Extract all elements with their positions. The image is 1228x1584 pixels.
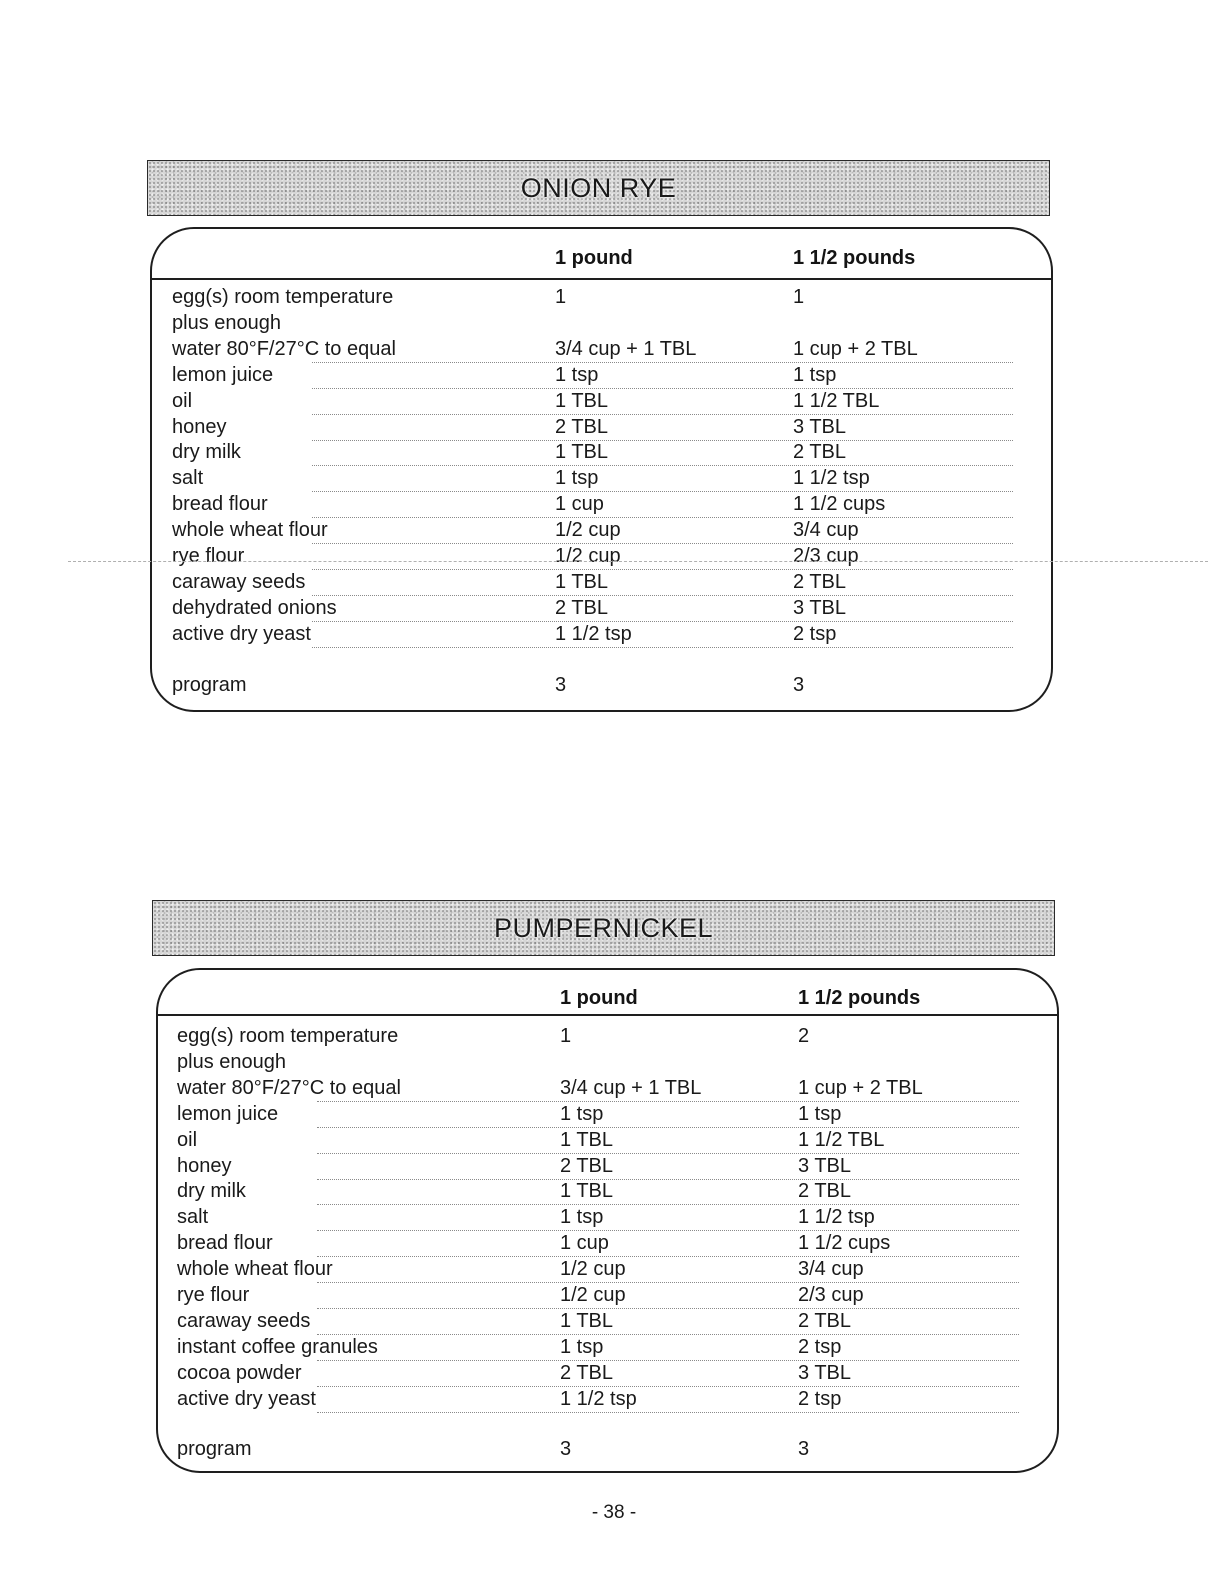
ingredient-name: whole wheat flour [172,519,328,542]
ingredient-row [172,597,1033,623]
quantity-1-5-pounds: 1 tsp [793,363,837,386]
ingredient-row [172,493,1033,519]
ingredient-row [172,467,1033,493]
quantity-1-pound: 1 tsp [555,467,599,490]
quantity-1-5-pounds: 2 tsp [798,1387,842,1410]
dotted-leader [317,1412,1019,1413]
ingredient-name: water 80°F/27°C to equal [172,337,396,360]
quantity-1-5-pounds: 2 tsp [798,1335,842,1358]
ingredient-row [172,312,1033,338]
quantity-1-5-pounds: 1 1/2 TBL [793,389,880,412]
dotted-leader [312,414,1013,415]
ingredient-row [172,338,1033,364]
ingredient-name: rye flour [172,545,245,567]
quantity-1-pound: 1 tsp [555,363,599,386]
ingredient-name: egg(s) room temperature [172,286,394,308]
dotted-leader [317,1308,1019,1309]
quantity-1-pound: 2 TBL [560,1361,613,1384]
program-1-pound: 3 [560,1438,572,1460]
quantity-1-pound: 1/2 cup [555,519,621,542]
quantity-1-5-pounds: 2 TBL [798,1180,851,1203]
program-1-5-pounds: 3 [798,1438,810,1460]
ingredient-name: caraway seeds [172,570,306,593]
quantity-1-pound: 1 TBL [555,389,608,412]
quantity-1-5-pounds: 1 1/2 cups [793,493,886,516]
dotted-leader [312,543,1013,544]
dotted-leader [317,1360,1019,1361]
dotted-leader [317,1256,1019,1257]
ingredient-name: salt [177,1206,209,1229]
scan-artifact-line [68,561,1208,562]
program-1-5-pounds: 3 [793,674,805,696]
dotted-leader [312,491,1013,492]
dotted-leader [312,517,1013,518]
quantity-1-pound: 1 tsp [560,1335,604,1358]
recipe-title: ONION RYE [520,173,677,203]
ingredient-row [177,1388,1039,1414]
column-header-1-5-pounds: 1 1/2 pounds [793,247,916,269]
program-label: program [172,674,247,696]
ingredient-name: lemon juice [177,1102,279,1125]
quantity-1-5-pounds: 2/3 cup [793,545,859,567]
ingredient-row [177,1103,1039,1129]
ingredient-row [172,364,1033,390]
ingredient-name: oil [177,1128,198,1151]
quantity-1-pound: 1 tsp [560,1206,604,1229]
page-number: - 38 - [591,1502,637,1523]
dotted-leader [317,1204,1019,1205]
ingredient-row [177,1129,1039,1155]
quantity-1-pound: 3/4 cup + 1 TBL [555,337,697,360]
ingredient-name: bread flour [172,493,268,516]
header-rule [156,1014,1059,1016]
ingredient-name: rye flour [177,1284,250,1306]
quantity-1-5-pounds: 3/4 cup [793,519,859,542]
program-label: program [177,1438,252,1460]
ingredient-row [177,1232,1039,1258]
quantity-1-5-pounds: 2/3 cup [798,1284,864,1306]
ingredient-name: active dry yeast [177,1387,316,1410]
ingredient-row [172,571,1033,597]
column-header-1-pound: 1 pound [555,247,633,269]
quantity-1-pound: 2 TBL [560,1154,613,1177]
ingredient-name: water 80°F/27°C to equal [177,1076,401,1099]
ingredient-row [177,1155,1039,1181]
dotted-leader [312,569,1013,570]
dotted-leader [312,388,1013,389]
quantity-1-pound: 1 cup [560,1232,609,1255]
ingredient-name: dehydrated onions [172,596,337,619]
ingredient-name: dry milk [172,441,241,464]
ingredient-row [172,390,1033,416]
ingredient-name: egg(s) room temperature [177,1025,399,1047]
quantity-1-pound: 3/4 cup + 1 TBL [560,1076,702,1099]
ingredient-name: active dry yeast [172,622,311,645]
quantity-1-pound: 1 TBL [555,570,608,593]
ingredient-row [177,1180,1039,1206]
dotted-leader [317,1230,1019,1231]
dotted-leader [317,1282,1019,1283]
quantity-1-pound: 1 tsp [560,1102,604,1125]
ingredient-name: instant coffee granules [177,1335,378,1358]
quantity-1-5-pounds: 1 cup + 2 TBL [793,337,918,360]
quantity-1-pound: 1/2 cup [560,1284,626,1306]
header-rule [150,278,1053,280]
ingredient-name: plus enough [177,1050,286,1073]
program-row [177,1438,1039,1464]
dotted-leader [312,647,1013,648]
quantity-1-5-pounds: 1 1/2 tsp [798,1206,875,1229]
ingredient-row [172,416,1033,442]
ingredient-row [172,519,1033,545]
ingredient-row [177,1284,1039,1310]
quantity-1-pound: 1 TBL [555,441,608,464]
quantity-1-pound: 1 TBL [560,1309,613,1332]
quantity-1-5-pounds: 1 cup + 2 TBL [798,1076,923,1099]
quantity-1-5-pounds: 3 TBL [798,1154,851,1177]
ingredient-row [172,441,1033,467]
ingredient-name: honey [177,1154,232,1177]
ingredient-name: plus enough [172,311,281,334]
quantity-1-pound: 1/2 cup [555,545,621,567]
quantity-1-5-pounds: 1 tsp [798,1102,842,1125]
quantity-1-pound: 1 1/2 tsp [560,1387,637,1410]
quantity-1-pound: 2 TBL [555,596,608,619]
ingredient-name: caraway seeds [177,1309,311,1332]
ingredient-name: lemon juice [172,363,274,386]
dotted-leader [317,1334,1019,1335]
recipe-title: PUMPERNICKEL [493,913,714,943]
dotted-leader [317,1386,1019,1387]
quantity-1-5-pounds: 1 1/2 TBL [798,1128,885,1151]
quantity-1-5-pounds: 2 TBL [798,1309,851,1332]
quantity-1-5-pounds: 1 1/2 tsp [793,467,870,490]
ingredient-row [177,1362,1039,1388]
ingredient-name: salt [172,467,204,490]
ingredient-row [177,1077,1039,1103]
quantity-1-5-pounds: 2 [798,1025,810,1047]
quantity-1-pound: 1 cup [555,493,604,516]
ingredient-row [177,1051,1039,1077]
quantity-1-pound: 2 TBL [555,415,608,438]
ingredient-name: cocoa powder [177,1361,302,1384]
dotted-leader [312,595,1013,596]
quantity-1-5-pounds: 3 TBL [793,415,846,438]
ingredient-name: oil [172,389,193,412]
ingredient-row [177,1206,1039,1232]
recipe-title-bar [147,160,1050,216]
ingredient-row [177,1258,1039,1284]
quantity-1-5-pounds: 3 TBL [793,596,846,619]
quantity-1-pound: 1 TBL [560,1128,613,1151]
quantity-1-5-pounds: 2 TBL [793,441,846,464]
dotted-leader [317,1153,1019,1154]
dotted-leader [317,1179,1019,1180]
dotted-leader [312,621,1013,622]
quantity-1-5-pounds: 3 TBL [798,1361,851,1384]
dotted-leader [317,1127,1019,1128]
dotted-leader [312,465,1013,466]
quantity-1-pound: 1 1/2 tsp [555,622,632,645]
quantity-1-pound: 1/2 cup [560,1258,626,1281]
column-header-1-5-pounds: 1 1/2 pounds [798,987,921,1009]
ingredient-row [172,286,1033,312]
quantity-1-pound: 1 [555,286,567,308]
quantity-1-5-pounds: 1 1/2 cups [798,1232,891,1255]
ingredient-row [177,1336,1039,1362]
quantity-1-5-pounds: 2 TBL [793,570,846,593]
ingredient-name: whole wheat flour [177,1258,333,1281]
dotted-leader [312,362,1013,363]
program-row [172,674,1033,700]
ingredient-row [177,1310,1039,1336]
quantity-1-pound: 1 TBL [560,1180,613,1203]
ingredient-name: dry milk [177,1180,246,1203]
quantity-1-5-pounds: 3/4 cup [798,1258,864,1281]
quantity-1-pound: 1 [560,1025,572,1047]
quantity-1-5-pounds: 1 [793,286,805,308]
dotted-leader [312,440,1013,441]
ingredient-row [177,1025,1039,1051]
ingredient-name: bread flour [177,1232,273,1255]
ingredient-row [172,545,1033,571]
quantity-1-5-pounds: 2 tsp [793,622,837,645]
ingredient-row [172,623,1033,649]
ingredient-name: honey [172,415,227,438]
recipe-title-bar [152,900,1055,956]
column-header-1-pound: 1 pound [560,987,638,1009]
program-1-pound: 3 [555,674,567,696]
dotted-leader [317,1101,1019,1102]
